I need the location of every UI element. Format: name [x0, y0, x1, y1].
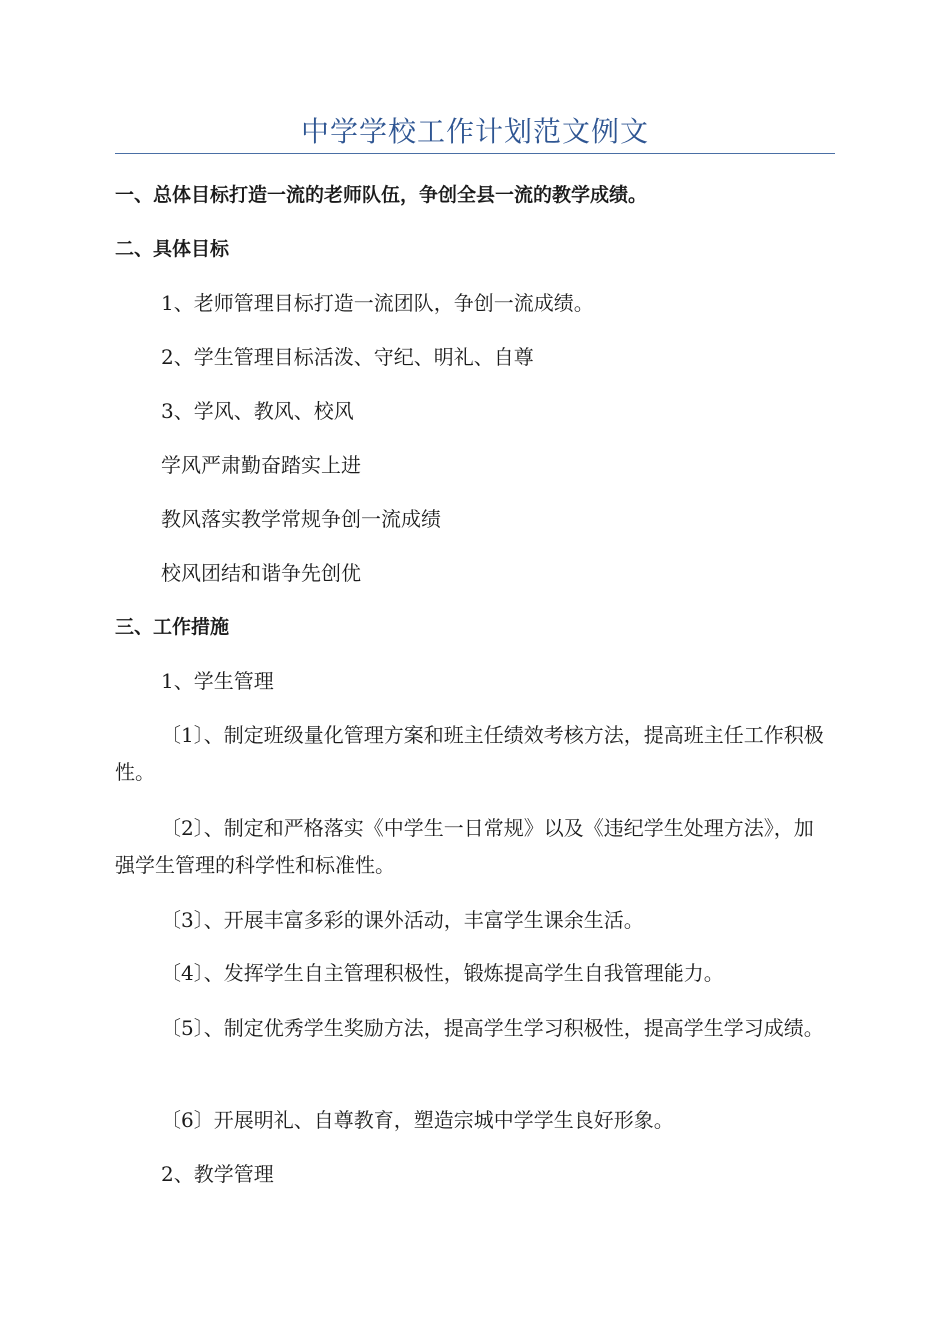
- paragraph-study-style: 学风严肃勤奋踏实上进: [161, 453, 361, 477]
- paragraph-measure-2: 〔2〕、制定和严格落实《中学生一日常规》以及《违纪学生处理方法》，加强学生管理的科学性和标准性。: [115, 816, 814, 877]
- paragraph-measure-4: 〔4〕、发挥学生自主管理积极性，锻炼提高学生自我管理能力。: [161, 961, 724, 985]
- paragraph-school-style: 校风团结和谐争先创优: [161, 561, 361, 585]
- paragraph-style-goals: 3、学风、教风、校风: [161, 399, 354, 423]
- paragraph-student-goal: 2、学生管理目标活泼、守纪、明礼、自尊: [161, 345, 534, 369]
- paragraph-teaching-management: 2、教学管理: [161, 1162, 274, 1186]
- section-heading-measures: 三、工作措施: [115, 616, 230, 638]
- paragraph-measure-5: 〔5〕、制定优秀学生奖励方法，提高学生学习积极性，提高学生学习成绩。: [161, 1016, 824, 1040]
- paragraph-teaching-style: 教风落实教学常规争创一流成绩: [161, 507, 441, 531]
- paragraph-measure-1: 〔1〕、制定班级量化管理方案和班主任绩效考核方法，提高班主任工作积极性。: [115, 723, 824, 784]
- title-underline: [115, 153, 835, 154]
- paragraph-measure-6: 〔6〕开展明礼、自尊教育，塑造宗城中学学生良好形象。: [161, 1108, 674, 1132]
- document-title: 中学学校工作计划范文例文: [300, 115, 649, 148]
- paragraph-measure-3: 〔3〕、开展丰富多彩的课外活动，丰富学生课余生活。: [161, 908, 644, 932]
- section-heading-specific-goals: 二、具体目标: [115, 238, 230, 260]
- section-heading-overall-goal: 一、总体目标打造一流的老师队伍，争创全县一流的教学成绩。: [115, 184, 648, 206]
- paragraph-teacher-goal: 1、老师管理目标打造一流团队，争创一流成绩。: [161, 291, 594, 315]
- paragraph-student-management: 1、学生管理: [161, 669, 274, 693]
